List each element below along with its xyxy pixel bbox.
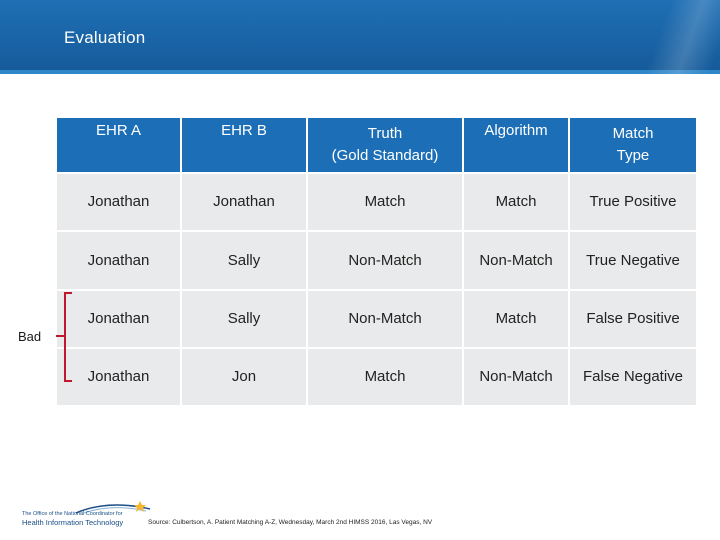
header-match-type-line1: Match — [612, 125, 654, 142]
table-cell: Non-Match — [464, 232, 568, 289]
header-match-type-line2: Type — [616, 147, 650, 164]
table-cell: Jonathan — [182, 174, 306, 230]
header-gloss — [640, 0, 720, 74]
slide-header-bar — [0, 0, 720, 74]
table-cell: Jonathan — [57, 349, 180, 405]
header-truth-line1: Truth — [367, 125, 403, 142]
table-cell: Match — [464, 291, 568, 347]
bad-label: Bad — [18, 329, 42, 344]
table-cell: True Positive — [570, 174, 696, 230]
bracket-pointer — [56, 335, 65, 337]
table-cell: False Negative — [570, 349, 696, 405]
table-cell: Sally — [182, 232, 306, 289]
header-truth-line2: (Gold Standard) — [331, 147, 439, 164]
header-truth — [308, 118, 462, 172]
logo-line1: The Office of the National Coordinator for — [22, 511, 123, 517]
header-stripe — [0, 70, 720, 74]
table-cell: Jonathan — [57, 174, 180, 230]
logo-line2: Health Information Technology — [22, 518, 124, 527]
table-cell: Jonathan — [57, 232, 180, 289]
table-cell: Non-Match — [308, 291, 462, 347]
table-cell: Match — [308, 174, 462, 230]
header-algorithm: Algorithm — [464, 118, 568, 172]
slide-title: Evaluation — [64, 28, 146, 47]
table-cell: Non-Match — [308, 232, 462, 289]
table-cell: Non-Match — [464, 349, 568, 405]
bad-rows-bracket — [64, 292, 72, 382]
table-cell: True Negative — [570, 232, 696, 289]
onc-logo — [22, 497, 134, 531]
table-cell: Jon — [182, 349, 306, 405]
table-cell: Jonathan — [57, 291, 180, 347]
table-cell: Match — [464, 174, 568, 230]
table-cell: Sally — [182, 291, 306, 347]
header-match-type — [570, 118, 696, 172]
table-cell: False Positive — [570, 291, 696, 347]
table-cell: Match — [308, 349, 462, 405]
header-ehr-b: EHR B — [182, 118, 306, 172]
header-ehr-a: EHR A — [57, 118, 180, 172]
evaluation-table — [57, 118, 696, 405]
source-citation: Source: Culbertson, A. Patient Matching A-Z, Wednesday, March 2nd HIMSS 2016, Las Vegas, NV — [148, 519, 433, 526]
